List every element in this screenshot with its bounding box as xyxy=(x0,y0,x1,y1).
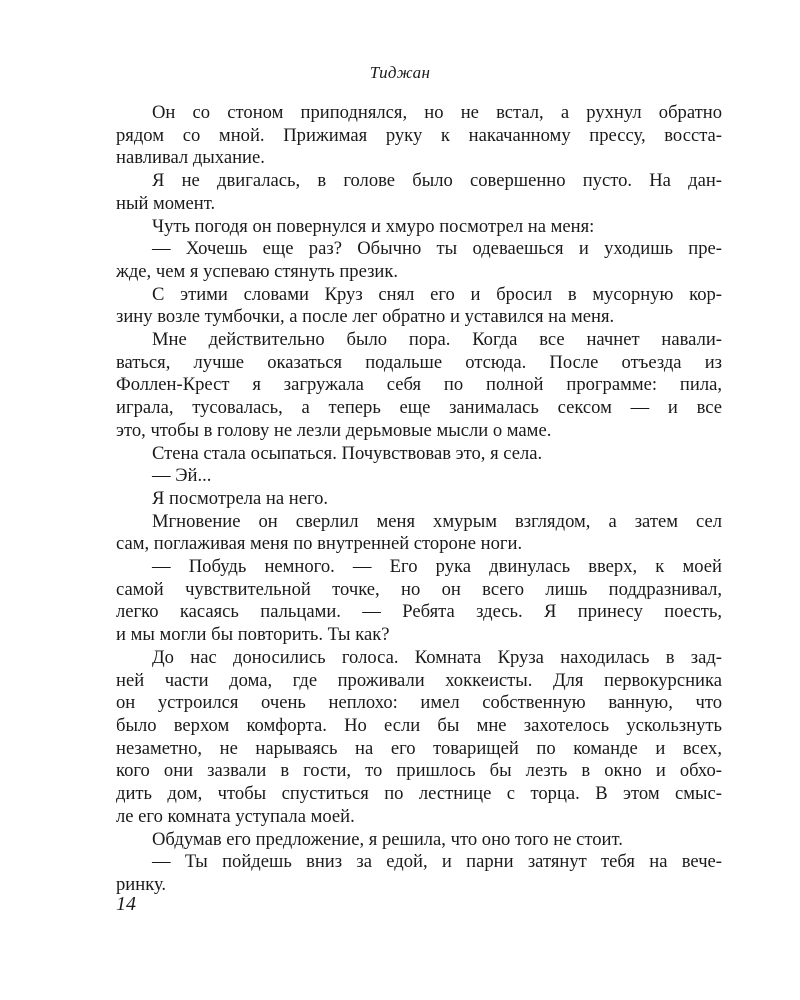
text-line: — Побудь немного. — Его рука двинулась вверх, к моей xyxy=(152,556,722,578)
text-line: он устроился очень неплохо: имел собственную ванную, что xyxy=(116,692,722,714)
paragraph xyxy=(116,851,722,896)
paragraph xyxy=(116,284,722,329)
paragraph xyxy=(116,556,722,647)
paragraph xyxy=(116,488,722,511)
paragraph xyxy=(116,511,722,556)
text-line: было верхом комфорта. Но если бы мне захотелось ускользнуть xyxy=(116,714,722,736)
text-line: это, чтобы в голову не лезли дерьмовые мысли о маме. xyxy=(116,419,552,441)
text-line: ринку. xyxy=(116,873,167,895)
text-line: Обдумав его предложение, я решила, что оно того не стоит. xyxy=(152,828,623,850)
text-line: рядом со мной. Прижимая руку к накачанному прессу, восста- xyxy=(116,124,722,146)
text-line: Я не двигалась, в голове было совершенно пусто. На дан- xyxy=(152,170,722,192)
paragraph xyxy=(116,465,722,488)
text-line: играла, тусовалась, а теперь еще занималась сексом — и все xyxy=(116,397,722,419)
text-line: самой чувствительной точке, но он всего лишь поддразнивал, xyxy=(116,578,722,600)
paragraph xyxy=(116,829,722,852)
paragraph xyxy=(116,170,722,215)
text-line: ней части дома, где проживали хоккеисты. Для первокурсника xyxy=(116,669,722,691)
paragraph xyxy=(116,238,722,283)
text-line: Стена стала осыпаться. Почувствовав это, я села. xyxy=(152,442,543,464)
text-line: Чуть погодя он повернулся и хмуро посмотрел на меня: xyxy=(152,215,595,237)
text-line: До нас доносились голоса. Комната Круза находилась в зад- xyxy=(152,646,722,668)
paragraph xyxy=(116,102,722,170)
text-line: и мы могли бы повторить. Ты как? xyxy=(116,624,390,646)
text-line: ваться, лучше оказаться подальше отсюда. После отъезда из xyxy=(116,351,722,373)
text-line: зину возле тумбочки, а после лег обратно и уставился на меня. xyxy=(116,306,615,328)
body-text xyxy=(116,102,722,897)
text-line: Фоллен-Крест я загружала себя по полной программе: пила, xyxy=(116,374,722,396)
paragraph xyxy=(116,216,722,239)
page-number: 14 xyxy=(116,893,136,915)
text-line: Он со стоном приподнялся, но не встал, а рухнул обратно xyxy=(152,102,722,123)
text-line: — Эй... xyxy=(152,465,212,487)
text-line: ле его комната уступала моей. xyxy=(116,805,355,827)
text-line: Мне действительно было пора. Когда все начнет навали- xyxy=(152,329,722,351)
text-line: дить дом, чтобы спуститься по лестнице с торца. В этом смыс- xyxy=(116,783,722,805)
text-line: Мгновение он сверлил меня хмурым взглядом, а затем сел xyxy=(152,510,722,532)
text-line: навливал дыхание. xyxy=(116,147,265,169)
text-line: С этими словами Круз снял его и бросил в мусорную кор- xyxy=(152,283,722,305)
text-line: незаметно, не нарываясь на его товарищей по команде и всех, xyxy=(116,737,722,759)
text-line: ный момент. xyxy=(116,192,216,214)
text-line: жде, чем я успеваю стянуть презик. xyxy=(116,260,399,282)
text-line: легко касаясь пальцами. — Ребята здесь. Я принесу поесть, xyxy=(116,601,722,623)
text-line: — Ты пойдешь вниз за едой, и парни затянут тебя на вече- xyxy=(152,851,722,873)
paragraph xyxy=(116,443,722,466)
text-line: сам, поглаживая меня по внутренней стороне ноги. xyxy=(116,533,523,555)
paragraph xyxy=(116,329,722,443)
text-line: Я посмотрела на него. xyxy=(152,487,329,509)
running-head: Тиджан xyxy=(369,63,431,82)
text-line: кого они зазвали в гости, то пришлось бы лезть в окно и обхо- xyxy=(116,760,722,782)
paragraph xyxy=(116,647,722,829)
text-line: — Хочешь еще раз? Обычно ты одеваешься и уходишь пре- xyxy=(152,238,722,260)
